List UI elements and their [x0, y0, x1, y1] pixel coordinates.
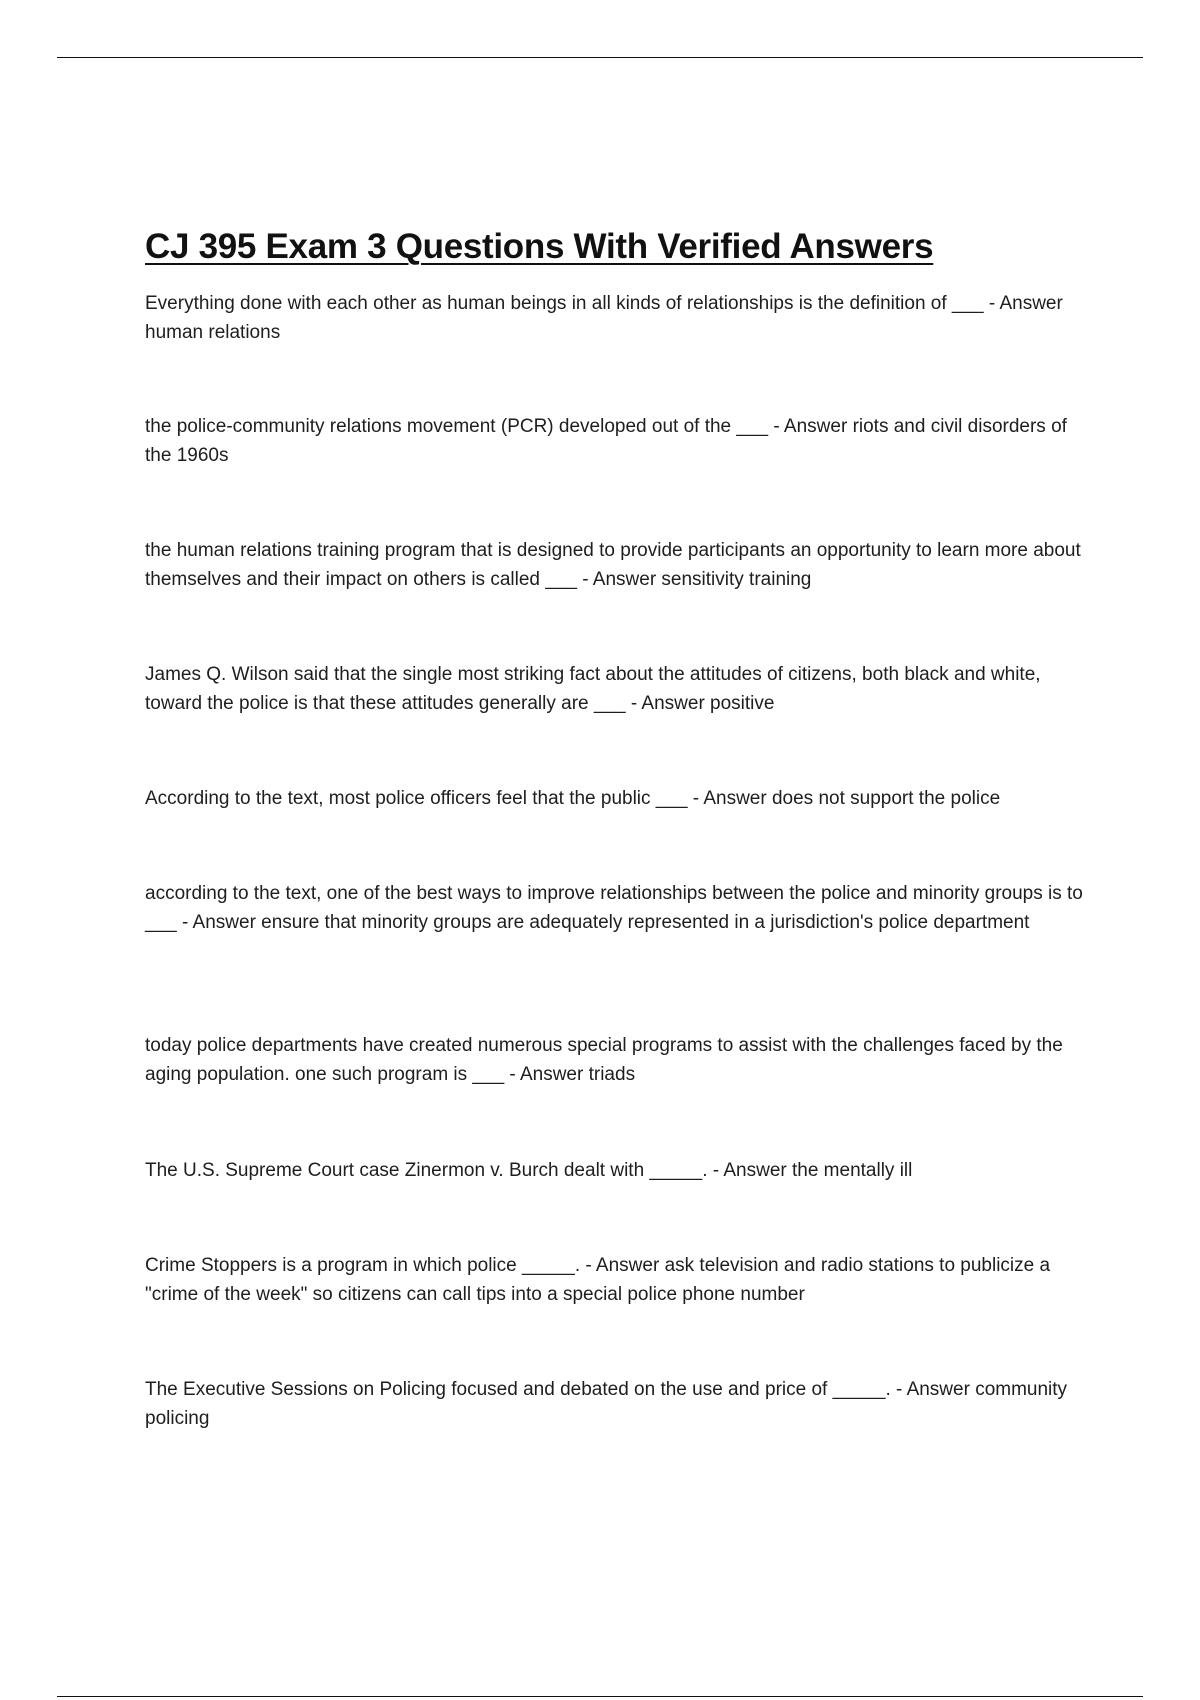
qa-item-7: today police departments have created numerous special programs to assist with the challenges faced by the aging population. one such program is ___ - Answer triads: [145, 1035, 1063, 1085]
qa-item-8: The U.S. Supreme Court case Zinermon v. Burch dealt with _____. - Answer the mentally ill: [145, 1160, 913, 1181]
qa-item-9: Crime Stoppers is a program in which police _____. - Answer ask television and radio stations to publicize a "crime of the week" so citizens can call tips into a special police phone number: [145, 1255, 1051, 1305]
qa-item-2: the police-community relations movement (PCR) developed out of the ___ - Answer riots and civil disorders of the 1960s: [145, 416, 1067, 466]
qa-item-6: according to the text, one of the best ways to improve relationships between the police and minority groups is to ___ - Answer ensure that minority groups are adequately represented in a jurisdiction's police department: [145, 883, 1083, 933]
qa-item-5: According to the text, most police officers feel that the public ___ - Answer does not support the police: [145, 788, 1001, 809]
qa-item-10: The Executive Sessions on Policing focused and debated on the use and price of _____. - Answer community policing: [145, 1379, 1068, 1429]
bottom-rule: [57, 1696, 1143, 1697]
qa-item-3: the human relations training program that is designed to provide participants an opportunity to learn more about themselves and their impact on others is called ___ - Answer sensitivity training: [145, 540, 1081, 590]
top-rule: [57, 57, 1143, 58]
document-title: CJ 395 Exam 3 Questions With Verified Answers: [145, 227, 934, 266]
qa-item-4: James Q. Wilson said that the single most striking fact about the attitudes of citizens, both black and white, toward the police is that these attitudes generally are ___ - Answer positive: [145, 664, 1041, 714]
qa-item-1: Everything done with each other as human beings in all kinds of relationships is the definition of ___ - Answer human relations: [145, 293, 1063, 343]
